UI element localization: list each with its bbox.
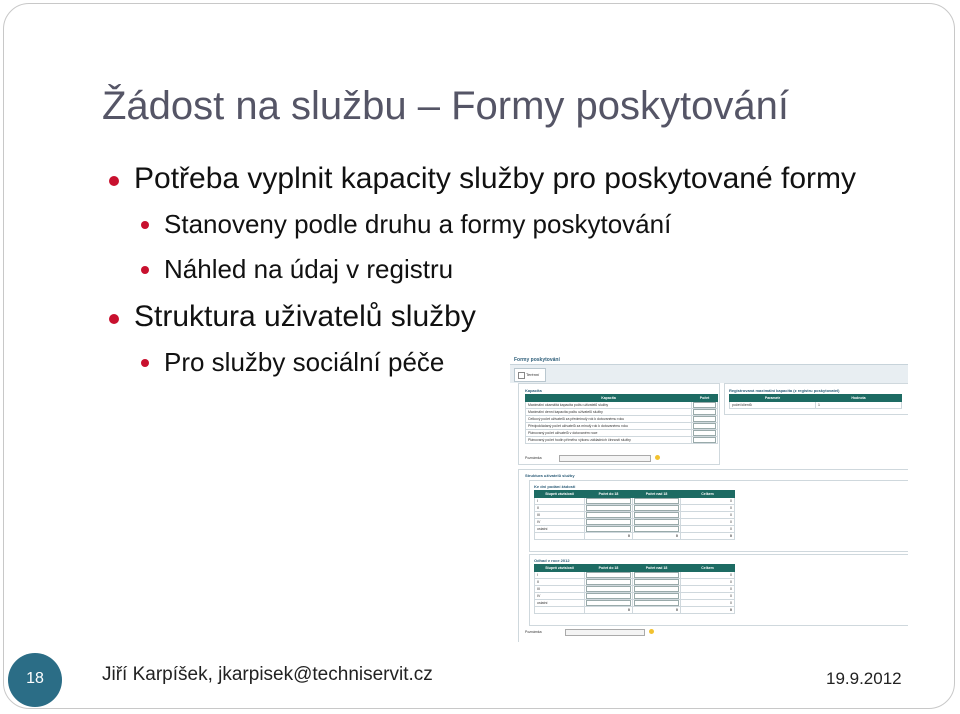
row-label: Plánovaný počet hodin přímého výkonu základních činností služby: [526, 437, 692, 444]
table-row: [535, 572, 735, 579]
param-cell: počet klientů: [730, 402, 816, 409]
note-input[interactable]: [559, 455, 651, 462]
total-cell: 0: [681, 593, 735, 600]
bullet-text: Potřeba vyplnit kapacity služby pro poskytované formy: [134, 162, 857, 195]
tab-label: Terénní: [526, 372, 540, 377]
col-header: Počet nad 18: [633, 565, 681, 572]
sum-cell: 0: [585, 533, 633, 540]
col-header: Parametr: [730, 395, 816, 402]
row-label: Maximální okamžitá kapacita počtu uživatelů služby: [526, 402, 692, 409]
table-row: [535, 519, 735, 526]
page-number-badge: [8, 653, 62, 707]
table-row: [526, 430, 718, 437]
value-cell: 1: [816, 402, 902, 409]
table-row: [535, 512, 735, 519]
registry-panel: [724, 383, 908, 415]
level-cell: I: [535, 572, 585, 579]
bullet-dot-icon: [109, 314, 119, 324]
count-input[interactable]: [585, 593, 633, 600]
level-cell: IV: [535, 593, 585, 600]
bullet-item: [164, 347, 444, 378]
count-input[interactable]: [585, 600, 633, 607]
table-row: [535, 586, 735, 593]
structure-title: Struktura uživatelů služby: [525, 473, 575, 478]
bullet-text: Struktura uživatelů služby: [134, 300, 476, 333]
row-label: Celkový počet uživatelů za předminulý rok k dotovanému roku: [526, 416, 692, 423]
level-cell: III: [535, 586, 585, 593]
value-input[interactable]: [692, 416, 718, 423]
capacity-title: Kapacita: [525, 388, 542, 393]
structure-table: [534, 564, 735, 614]
bullet-dot-icon: [141, 359, 149, 367]
bullet-text: Pro služby sociální péče: [164, 347, 445, 377]
bullet-item: [164, 209, 671, 240]
count-input[interactable]: [633, 519, 681, 526]
row-label: Plánovaný počet uživatelů v dotovaném roce: [526, 430, 692, 437]
bullet-text: Stanoveny podle druhu a formy poskytování: [164, 209, 672, 239]
sum-cell: 0: [681, 533, 735, 540]
count-input[interactable]: [633, 526, 681, 533]
bullet-dot-icon: [141, 221, 149, 229]
structure-table: [534, 490, 735, 540]
table-row: [730, 402, 902, 409]
col-header: Kapacita: [526, 395, 692, 402]
total-cell: 0: [681, 600, 735, 607]
col-header: Stupeň závislosti: [535, 565, 585, 572]
total-cell: 0: [681, 579, 735, 586]
level-cell: ostatní: [535, 526, 585, 533]
bullet-text: Náhled na údaj v registru: [164, 254, 454, 284]
lightbulb-icon[interactable]: [655, 455, 660, 460]
bullet-item: [134, 162, 856, 196]
col-header: Počet: [692, 395, 718, 402]
lightbulb-icon[interactable]: [649, 629, 654, 634]
structure-group: [529, 554, 908, 626]
col-header: Počet nad 18: [633, 491, 681, 498]
note-input[interactable]: [565, 629, 645, 636]
count-input[interactable]: [633, 572, 681, 579]
note-label: Poznámka: [525, 456, 542, 460]
group-title: Ke dni podání žádosti: [534, 484, 576, 489]
form-title: Formy poskytování: [514, 357, 560, 363]
col-header: Počet do 18: [585, 565, 633, 572]
value-input[interactable]: [692, 430, 718, 437]
count-input[interactable]: [633, 600, 681, 607]
count-input[interactable]: [585, 505, 633, 512]
count-input[interactable]: [585, 579, 633, 586]
registry-table: [729, 394, 902, 409]
table-row: [526, 402, 718, 409]
level-cell: ostatní: [535, 600, 585, 607]
sum-row: [535, 607, 735, 614]
count-input[interactable]: [585, 572, 633, 579]
count-input[interactable]: [633, 579, 681, 586]
count-input[interactable]: [633, 593, 681, 600]
total-cell: 0: [681, 505, 735, 512]
count-input[interactable]: [585, 526, 633, 533]
page-number: 18: [26, 670, 44, 687]
bullet-item: [134, 300, 476, 334]
count-input[interactable]: [633, 586, 681, 593]
col-header: Celkem: [681, 565, 735, 572]
sum-cell: 0: [585, 607, 633, 614]
group-title: Odhad v roce 2012: [534, 558, 570, 563]
count-input[interactable]: [585, 586, 633, 593]
footer-author: Jiří Karpíšek, jkarpisek@techniservit.cz: [102, 664, 433, 685]
total-cell: 0: [681, 512, 735, 519]
table-row: [535, 600, 735, 607]
table-row: [535, 505, 735, 512]
sum-row: [535, 533, 735, 540]
bullet-dot-icon: [109, 176, 119, 186]
slide-title: Žádost na službu – Formy poskytování: [102, 84, 789, 128]
embedded-form-screenshot: [510, 355, 908, 642]
table-row: [535, 526, 735, 533]
sum-cell: 0: [633, 533, 681, 540]
level-cell: III: [535, 512, 585, 519]
level-cell: IV: [535, 519, 585, 526]
structure-group: [529, 480, 908, 552]
table-row: [535, 579, 735, 586]
total-cell: 0: [681, 526, 735, 533]
sum-cell: 0: [681, 607, 735, 614]
total-cell: 0: [681, 586, 735, 593]
table-row: [526, 437, 718, 444]
bullet-dot-icon: [141, 266, 149, 274]
total-cell: 0: [681, 519, 735, 526]
col-header: Hodnota: [816, 395, 902, 402]
count-input[interactable]: [585, 512, 633, 519]
value-input[interactable]: [692, 409, 718, 416]
total-cell: 0: [681, 498, 735, 505]
capacity-table: [525, 394, 718, 444]
col-header: Počet do 18: [585, 491, 633, 498]
count-input[interactable]: [633, 498, 681, 505]
bullet-item: [164, 254, 453, 285]
checkbox-icon[interactable]: [518, 372, 525, 379]
count-input[interactable]: [585, 498, 633, 505]
value-input[interactable]: [692, 437, 718, 444]
level-cell: II: [535, 579, 585, 586]
note-label: Poznámka: [525, 630, 542, 634]
count-input[interactable]: [585, 519, 633, 526]
table-row: [535, 593, 735, 600]
footer-date: 19.9.2012: [826, 669, 902, 688]
registry-title: Registrovaná maximální kapacita (z registru poskytovatel): [729, 388, 840, 393]
sum-cell: 0: [633, 607, 681, 614]
total-cell: 0: [681, 572, 735, 579]
col-header: Celkem: [681, 491, 735, 498]
value-input[interactable]: [692, 423, 718, 430]
count-input[interactable]: [633, 512, 681, 519]
table-row: [535, 498, 735, 505]
tab-bar: [510, 364, 908, 383]
row-label: Maximální denní kapacita počtu uživatelů služby: [526, 409, 692, 416]
table-row: [526, 423, 718, 430]
level-cell: I: [535, 498, 585, 505]
tab-terenni[interactable]: [514, 368, 546, 382]
table-row: [526, 416, 718, 423]
structure-panel: [518, 469, 908, 642]
capacity-panel: [518, 383, 720, 465]
row-label: Předpokládaný počet uživatelů za minulý rok k dotovanému roku: [526, 423, 692, 430]
value-input[interactable]: [692, 402, 718, 409]
count-input[interactable]: [633, 505, 681, 512]
col-header: Stupeň závislosti: [535, 491, 585, 498]
level-cell: II: [535, 505, 585, 512]
table-row: [526, 409, 718, 416]
